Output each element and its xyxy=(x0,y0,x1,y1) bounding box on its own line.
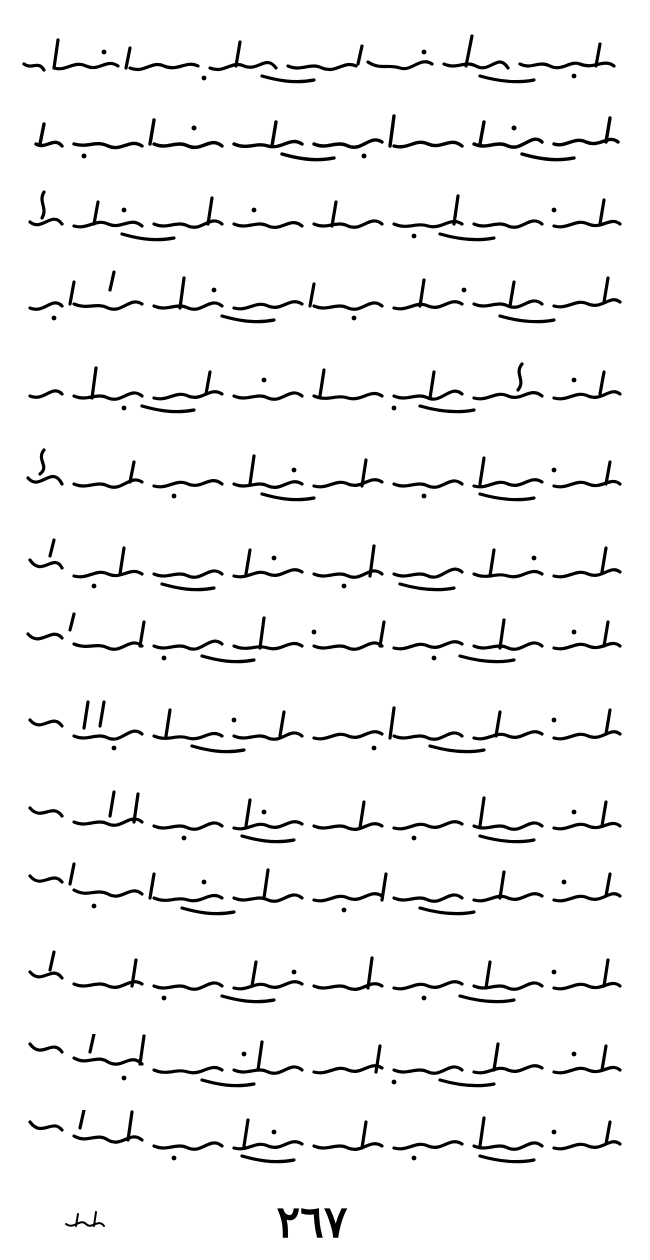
manuscript-line-3 xyxy=(14,188,634,246)
manuscript-line-12 xyxy=(14,950,634,1008)
manuscript-line-6 xyxy=(14,448,634,506)
manuscript-line-4 xyxy=(14,270,634,328)
manuscript-line-5 xyxy=(14,360,634,418)
manuscript-line-10 xyxy=(14,790,634,848)
manuscript-line-2 xyxy=(14,108,634,166)
manuscript-line-7 xyxy=(14,538,634,596)
manuscript-line-14 xyxy=(14,1110,634,1168)
manuscript-line-1 xyxy=(14,30,634,88)
page-number: ٢٦٧ xyxy=(276,1197,348,1248)
manuscript-line-13 xyxy=(14,1034,634,1092)
manuscript-line-8 xyxy=(14,610,634,668)
manuscript-line-9 xyxy=(14,700,634,758)
manuscript-line-11 xyxy=(14,862,634,920)
catchword xyxy=(62,1208,108,1236)
